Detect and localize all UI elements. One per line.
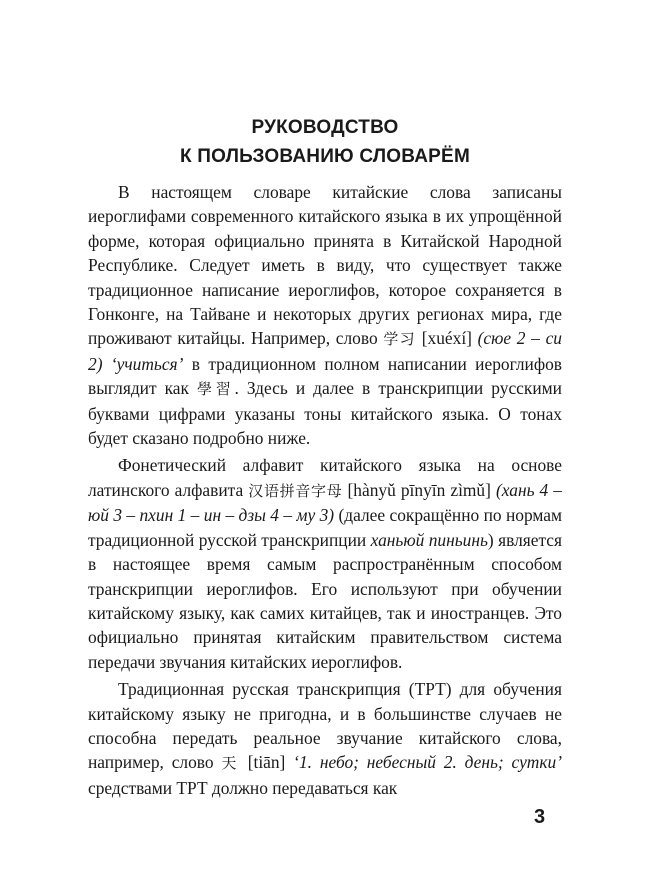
page-title-line-2: К ПОЛЬЗОВАНИЮ СЛОВАРЁМ <box>180 146 470 167</box>
text-run: [hànyǔ pīnyīn zìmǔ] <box>342 479 496 500</box>
page-title-line-1: РУКОВОДСТВО <box>251 117 399 138</box>
text-run: [xuéxí] <box>416 328 478 349</box>
paragraph <box>88 453 562 674</box>
text-run: в традиционном полном написании иероглифов выглядит как <box>88 353 563 399</box>
text-run: . Здесь и далее в транскрипции русскими буквами цифрами указаны тоны китайского языка. О тонах будет сказано подробно ниже. <box>88 378 562 449</box>
text-run: Традиционная русская транскрипция (ТРТ) для обучения китайскому языку не пригодна, и в большинстве случаев не способна передать реальное звучание китайского слова, например, слово <box>88 679 562 773</box>
text-run: ) является в настоящее время самым распространённым способом транскрипции иероглифов. Его используют при обучении китайскому языку, как самих китайцев, так и иностранцев. Это официально принятая китайским правительством система передачи звучания китайских иероглифов. <box>88 529 562 672</box>
italic-translation: ‘1. небо; небесный 2. день; сутки’ <box>293 752 562 773</box>
chinese-characters: 天 <box>221 754 240 773</box>
page-number: 3 <box>534 806 546 828</box>
body-text <box>88 180 562 800</box>
text-run: В настоящем словаре китайские слова записаны иероглифами современного китайского языка в их упрощённой форме, которая официально принята в Китайской Народной Республике. Следует иметь в виду, что существует также традиционное написание иероглифов, которое сохраняется в Гонконге, на Тайване и некоторых других регионах мира, где проживают китайцы. Например, слово <box>88 182 562 349</box>
chinese-characters: 學習 <box>197 380 235 399</box>
paragraph <box>88 677 562 800</box>
italic-transcription: (хань 4 – юй 3 – пхин 1 – ин – дзы 4 – му 3) <box>88 479 562 526</box>
chinese-characters: 汉语拼音字母 <box>248 481 343 500</box>
italic-transcription: (сюе 2 – си 2) ‘учиться’ <box>88 328 562 374</box>
paragraph <box>88 180 562 450</box>
text-run: [tiān] <box>239 752 294 773</box>
text-run: (далее сокращённо по нормам традиционной русской транскрипции <box>88 505 562 550</box>
text-run: средствами ТРТ должно передаваться как <box>88 777 398 798</box>
chinese-characters: 学习 <box>383 330 417 349</box>
text-run: Фонетический алфавит китайского языка на основе латинского алфавита <box>88 455 562 500</box>
italic-term: ханьюй пиньинь <box>370 529 488 550</box>
